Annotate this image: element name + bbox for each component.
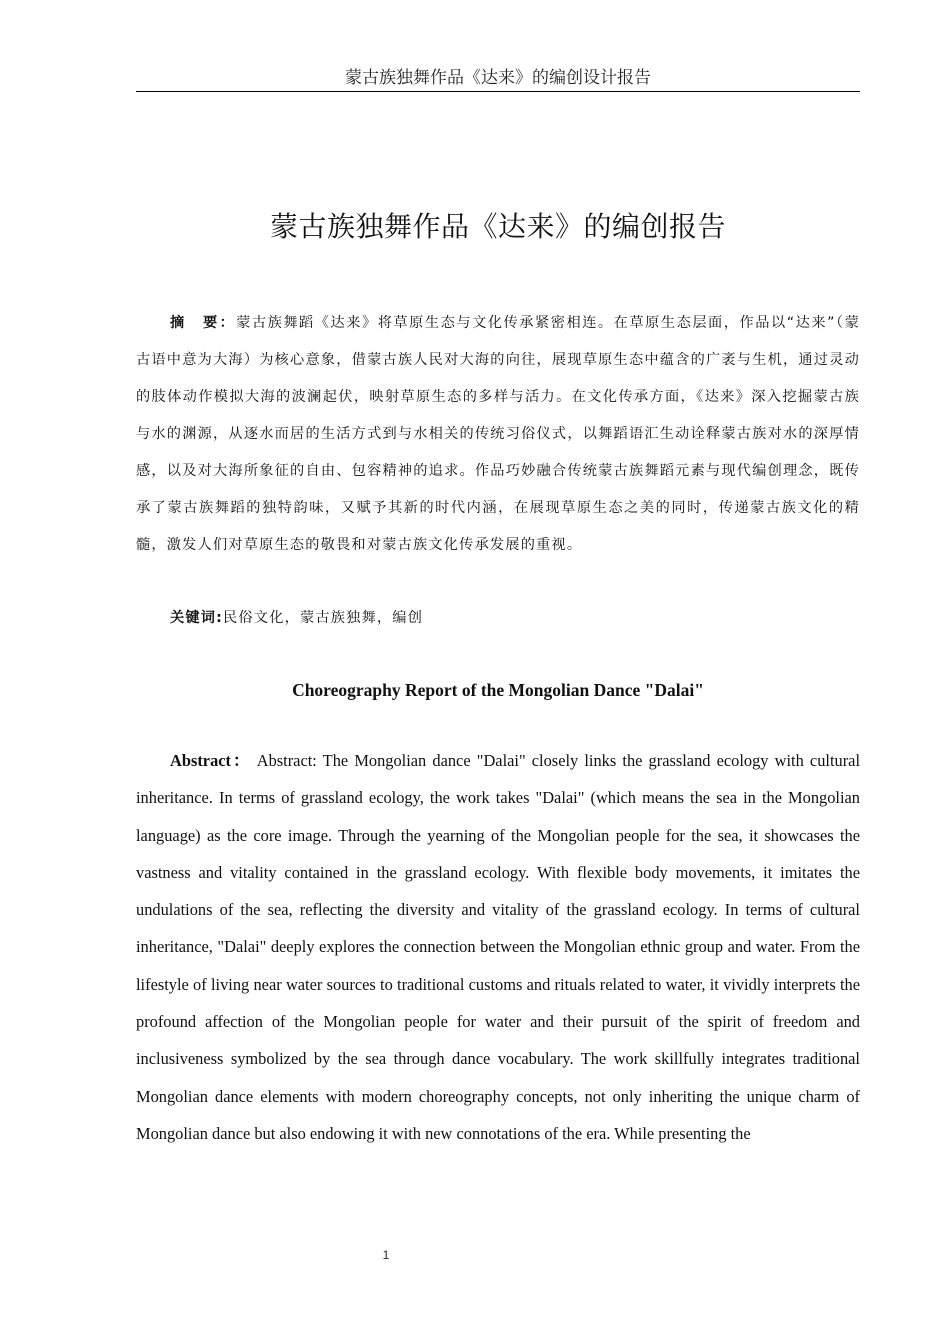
english-abstract-label: Abstract： <box>170 751 252 770</box>
document-title: 蒙古族独舞作品《达来》的编创报告 <box>269 210 726 243</box>
page-number: 1 <box>382 1248 390 1262</box>
chinese-keywords-text: 民俗文化，蒙古族独舞，编创 <box>223 610 424 626</box>
chinese-keywords <box>170 600 860 637</box>
chinese-abstract-text: 蒙古族舞蹈《达来》将草原生态与文化传承紧密相连。在草原生态层面，作品以“达来”（蒙古语中意为大海）为核心意象，借蒙古族人民对大海的向往，展现草原生态中蕴含的广袤与生机，通过灵动的肢体动作模拟大海的波澜起伏，映射草原生态的多样与活力。在文化传承方面，《达来》深入挖掘蒙古族与水的渊源，从逐水而居的生活方式到与水相关的传统习俗仪式，以舞蹈语汇生动诠释蒙古族对水的深厚情感，以及对大海所象征的自由、包容精神的追求。作品巧妙融合传统蒙古族舞蹈元素与现代编创理念，既传承了蒙古族舞蹈的独特韵味，又赋予其新的时代内涵，在展现草原生态之美的同时，传递蒙古族文化的精髓，激发人们对草原生态的敬畏和对蒙古族文化传承发展的重视。 <box>136 315 860 553</box>
english-abstract-text: Abstract: The Mongolian dance "Dalai" closely links the grassland ecology with cultural inheritance. In terms of grassland ecology, the work takes "Dalai" (which means the sea in the Mongolian language) as the core image. Through the yearning of the Mongolian people for the sea, it showcases the vastness and vitality contained in the grassland ecology. With flexible body movements, it imitates the undulations of the sea, reflecting the diversity and vitality of the grassland ecology. In terms of cultural inheritance, "Dalai" deeply explores the connection between the Mongolian ethnic group and water. From the lifestyle of living near water sources to traditional customs and rituals related to water, it vividly interprets the profound affection of the Mongolian people for water and their pursuit of the spirit of freedom and inclusiveness symbolized by the sea through dance vocabulary. The work skillfully integrates traditional Mongolian dance elements with modern choreography concepts, not only inheriting the unique charm of Mongolian dance but also endowing it with new connotations of the era. While presenting the <box>136 751 860 1143</box>
running-header <box>136 66 860 92</box>
chinese-keywords-label: 关键词: <box>170 610 224 626</box>
running-header-title: 蒙古族独舞作品《达来》的编创设计报告 <box>345 68 651 88</box>
english-abstract <box>136 742 860 1152</box>
english-title: Choreography Report of the Mongolian Dance "Dalai" <box>292 680 704 700</box>
chinese-abstract-label: 摘 要： <box>170 315 237 331</box>
chinese-abstract <box>136 305 860 564</box>
